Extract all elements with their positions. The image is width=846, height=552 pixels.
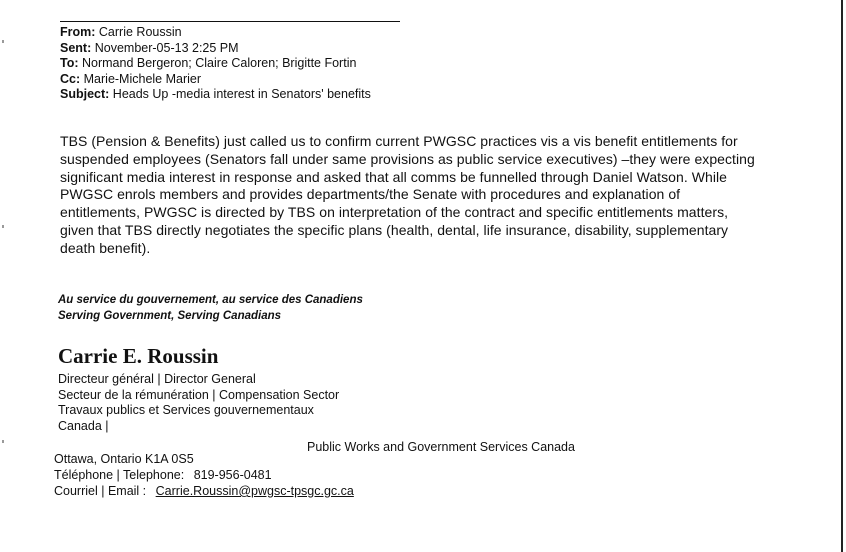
to-value: Normand Bergeron; Claire Caloren; Brigitte Fortin (82, 56, 357, 71)
signature-title: Directeur général | Director General (58, 372, 256, 386)
signature-block (58, 372, 339, 434)
page-border (841, 0, 843, 552)
scan-mark (2, 40, 4, 43)
phone-label: Téléphone | Telephone: (54, 468, 185, 482)
cc-value: Marie-Michele Marier (83, 71, 202, 86)
header-rule (60, 21, 400, 22)
contact-block (54, 451, 354, 499)
to-label: To: (60, 56, 79, 71)
motto-fr: Au service du gouvernement, au service des Canadiens (58, 294, 363, 306)
phone-value: 819-956-0481 (193, 468, 272, 482)
body-line: death benefit). (60, 239, 151, 256)
body-line: given that TBS directly negotiates the specific plans (health, dental, life insurance, disability, supplementary (60, 221, 729, 238)
email-header (60, 25, 371, 103)
sent-row (60, 41, 371, 57)
body-line: significant media interest in response and asked that all comms be funnelled through Daniel Watson. While (60, 168, 727, 185)
signature-dept-en: Public Works and Government Services Canada (307, 440, 575, 454)
email-link[interactable]: Carrie.Roussin@pwgsc-tpsgc.gc.ca (155, 484, 354, 498)
email-row (54, 483, 354, 499)
from-row (60, 25, 371, 41)
email-label: Courriel | Email : (54, 484, 147, 498)
body-line: suspended employees (Senators fall under same provisions as public service executives) –they were expecting (60, 150, 755, 167)
signature-dept-fr: Travaux publics et Services gouvernementaux (58, 403, 314, 418)
from-value: Carrie Roussin (98, 25, 182, 39)
signature-address: Ottawa, Ontario K1A 0S5 (54, 452, 194, 466)
body-line: PWGSC enrols members and provides departments/the Senate with procedures and explanation of (60, 186, 681, 203)
subject-label: Subject: (60, 87, 110, 102)
motto (58, 292, 363, 324)
signature-country: Canada | (58, 418, 109, 433)
motto-en: Serving Government, Serving Canadians (58, 310, 282, 322)
signature-name: Carrie E. Roussin (58, 344, 219, 368)
sent-label: Sent: (60, 40, 92, 55)
sent-value: November-05-13 2:25 PM (94, 40, 239, 55)
body-line: entitlements, PWGSC is directed by TBS on interpretation of the contract and specific entitlements matters, (60, 204, 729, 221)
subject-row (60, 87, 371, 103)
subject-value: Heads Up -media interest in Senators' benefits (112, 87, 371, 102)
cc-row (60, 72, 371, 88)
cc-label: Cc: (60, 71, 81, 86)
from-label: From: (60, 25, 96, 39)
signature-sector: Secteur de la rémunération | Compensation Sector (58, 387, 340, 402)
to-row (60, 56, 371, 72)
scan-mark (2, 440, 4, 443)
email-body (60, 133, 804, 258)
scan-mark (2, 225, 4, 228)
phone-row (54, 467, 354, 483)
body-line: TBS (Pension & Benefits) just called us to confirm current PWGSC practices vis a vis benefit entitlements for (60, 133, 738, 149)
